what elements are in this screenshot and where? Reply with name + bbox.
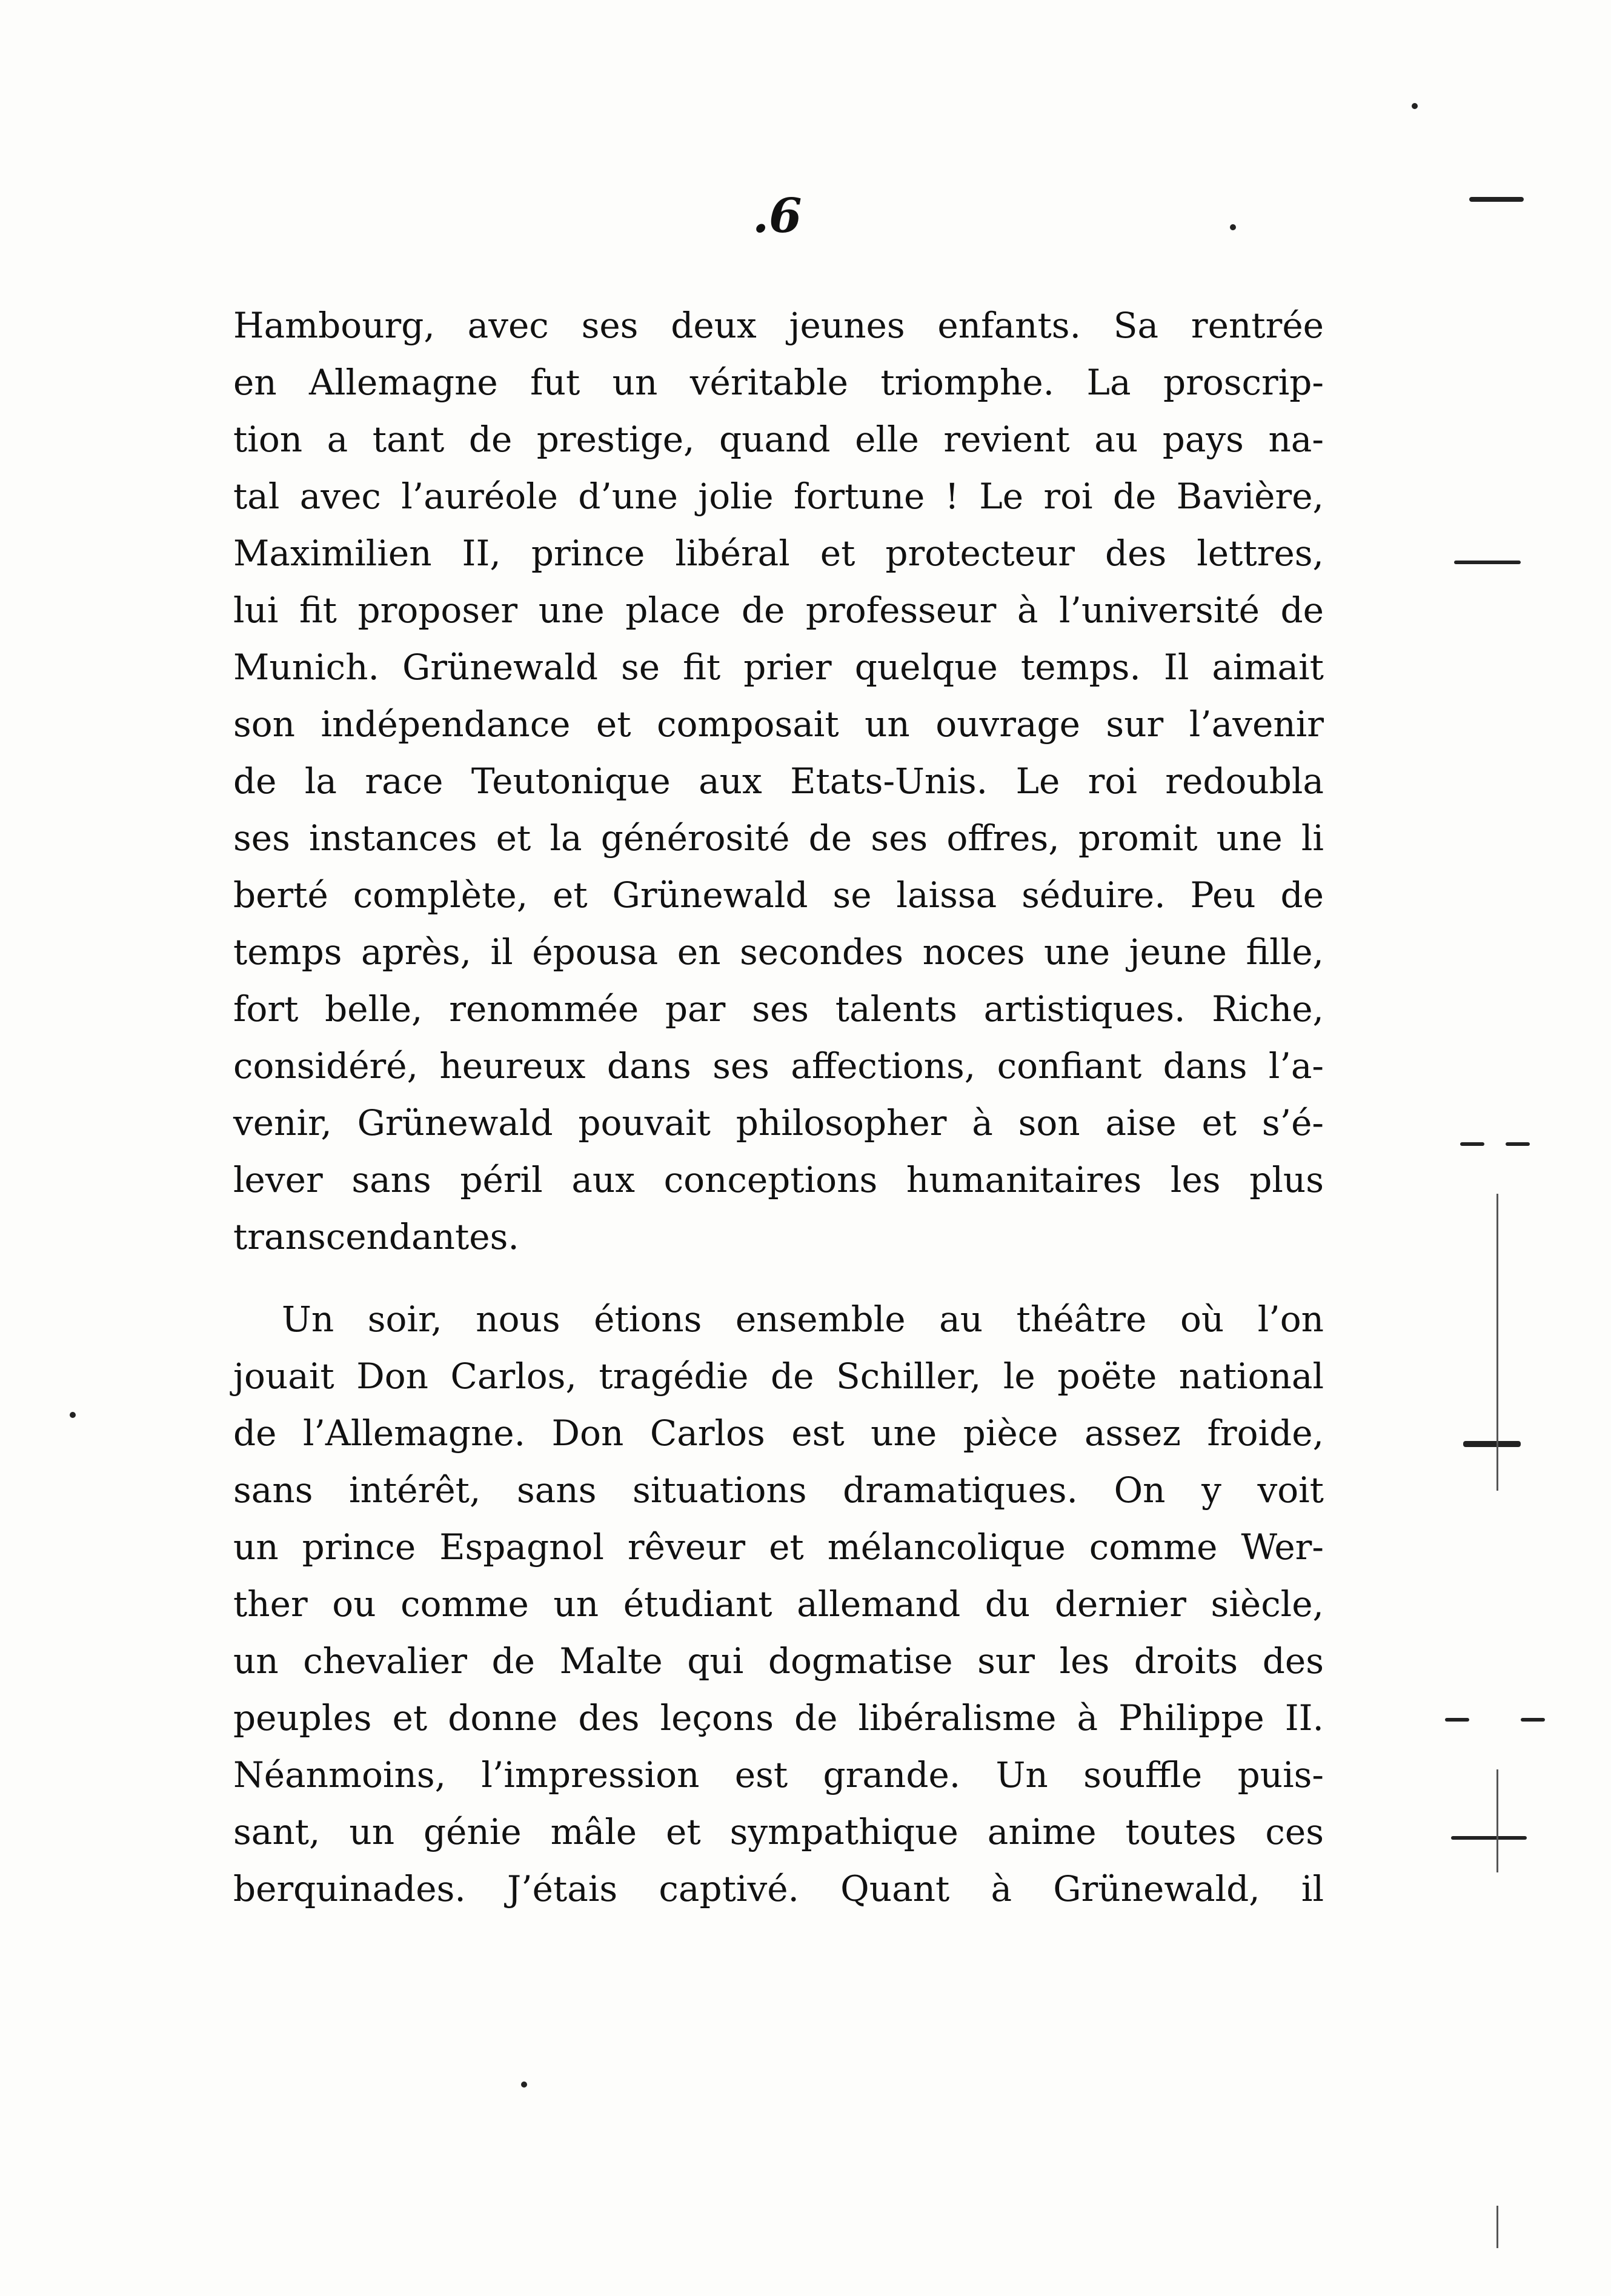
scan-mark xyxy=(1496,1769,1498,1872)
scan-mark xyxy=(1506,1142,1530,1146)
text-line: Néanmoins, l’impression est grande. Un souffle puis- xyxy=(233,1754,1324,1795)
text-line: Maximilien II, prince libéral et protecteur des lettres, xyxy=(233,533,1324,574)
text-line: un chevalier de Malte qui dogmatise sur les droits des xyxy=(233,1640,1324,1682)
scan-mark xyxy=(1451,1836,1527,1840)
scan-mark xyxy=(1460,1142,1484,1146)
text-line: Un soir, nous étions ensemble au théâtre où l’on xyxy=(282,1299,1324,1340)
scan-mark xyxy=(1412,103,1418,109)
text-line: berté complète, et Grünewald se laissa séduire. Peu de xyxy=(233,874,1324,916)
text-line: berquinades. J’étais captivé. Quant à Grünewald, il xyxy=(233,1868,1324,1909)
text-line: tal avec l’auréole d’une jolie fortune ! Le roi de Bavière, xyxy=(233,476,1324,517)
text-line: en Allemagne fut un véritable triomphe. La proscrip- xyxy=(233,362,1324,403)
text-line: tion a tant de prestige, quand elle revient au pays na- xyxy=(233,419,1324,460)
scan-mark xyxy=(1521,1718,1545,1722)
text-line: considéré, heureux dans ses affections, confiant dans l’a- xyxy=(233,1045,1324,1086)
text-line: jouait Don Carlos, tragédie de Schiller, le poëte national xyxy=(233,1356,1324,1397)
text-line: de la race Teutonique aux Etats-Unis. Le roi redoubla xyxy=(233,760,1324,802)
paragraph-2 xyxy=(233,1291,1324,1917)
scan-mark xyxy=(521,2081,527,2088)
text-line: temps après, il épousa en secondes noces une jeune fille, xyxy=(233,931,1324,973)
text-line: Munich. Grünewald se fit prier quelque temps. Il aimait xyxy=(233,647,1324,688)
text-line: lever sans péril aux conceptions humanitaires les plus xyxy=(233,1159,1324,1200)
scan-mark xyxy=(1469,197,1524,202)
text-line: fort belle, renommée par ses talents artistiques. Riche, xyxy=(233,988,1324,1030)
scan-mark xyxy=(1496,1194,1498,1491)
text-line: son indépendance et composait un ouvrage sur l’avenir xyxy=(233,704,1324,745)
scan-mark xyxy=(70,1412,76,1418)
text-line: un prince Espagnol rêveur et mélancolique comme Wer- xyxy=(233,1526,1324,1568)
text-line: venir, Grünewald pouvait philosopher à son aise et s’é- xyxy=(233,1102,1324,1143)
text-line: ther ou comme un étudiant allemand du dernier siècle, xyxy=(233,1583,1324,1625)
scan-mark xyxy=(1445,1718,1469,1722)
scan-mark xyxy=(1463,1441,1521,1447)
text-line: transcendantes. xyxy=(233,1216,519,1257)
text-line: lui fit proposer une place de professeur à l’université de xyxy=(233,590,1324,631)
text-line: de l’Allemagne. Don Carlos est une pièce assez froide, xyxy=(233,1413,1324,1454)
scan-mark xyxy=(1230,224,1236,230)
scan-mark xyxy=(1496,2206,1498,2248)
text-line: sans intérêt, sans situations dramatiques. On y voit xyxy=(233,1469,1324,1511)
text-line: ses instances et la générosité de ses offres, promit une li xyxy=(233,817,1324,859)
text-line: sant, un génie mâle et sympathique anime toutes ces xyxy=(233,1811,1324,1852)
text-line: Hambourg, avec ses deux jeunes enfants. Sa rentrée xyxy=(233,305,1324,346)
text-line: peuples et donne des leçons de libéralisme à Philippe II. xyxy=(233,1697,1324,1739)
scan-mark xyxy=(1454,561,1521,564)
page-number: .6 xyxy=(752,188,802,244)
paragraph-1 xyxy=(233,297,1324,1265)
